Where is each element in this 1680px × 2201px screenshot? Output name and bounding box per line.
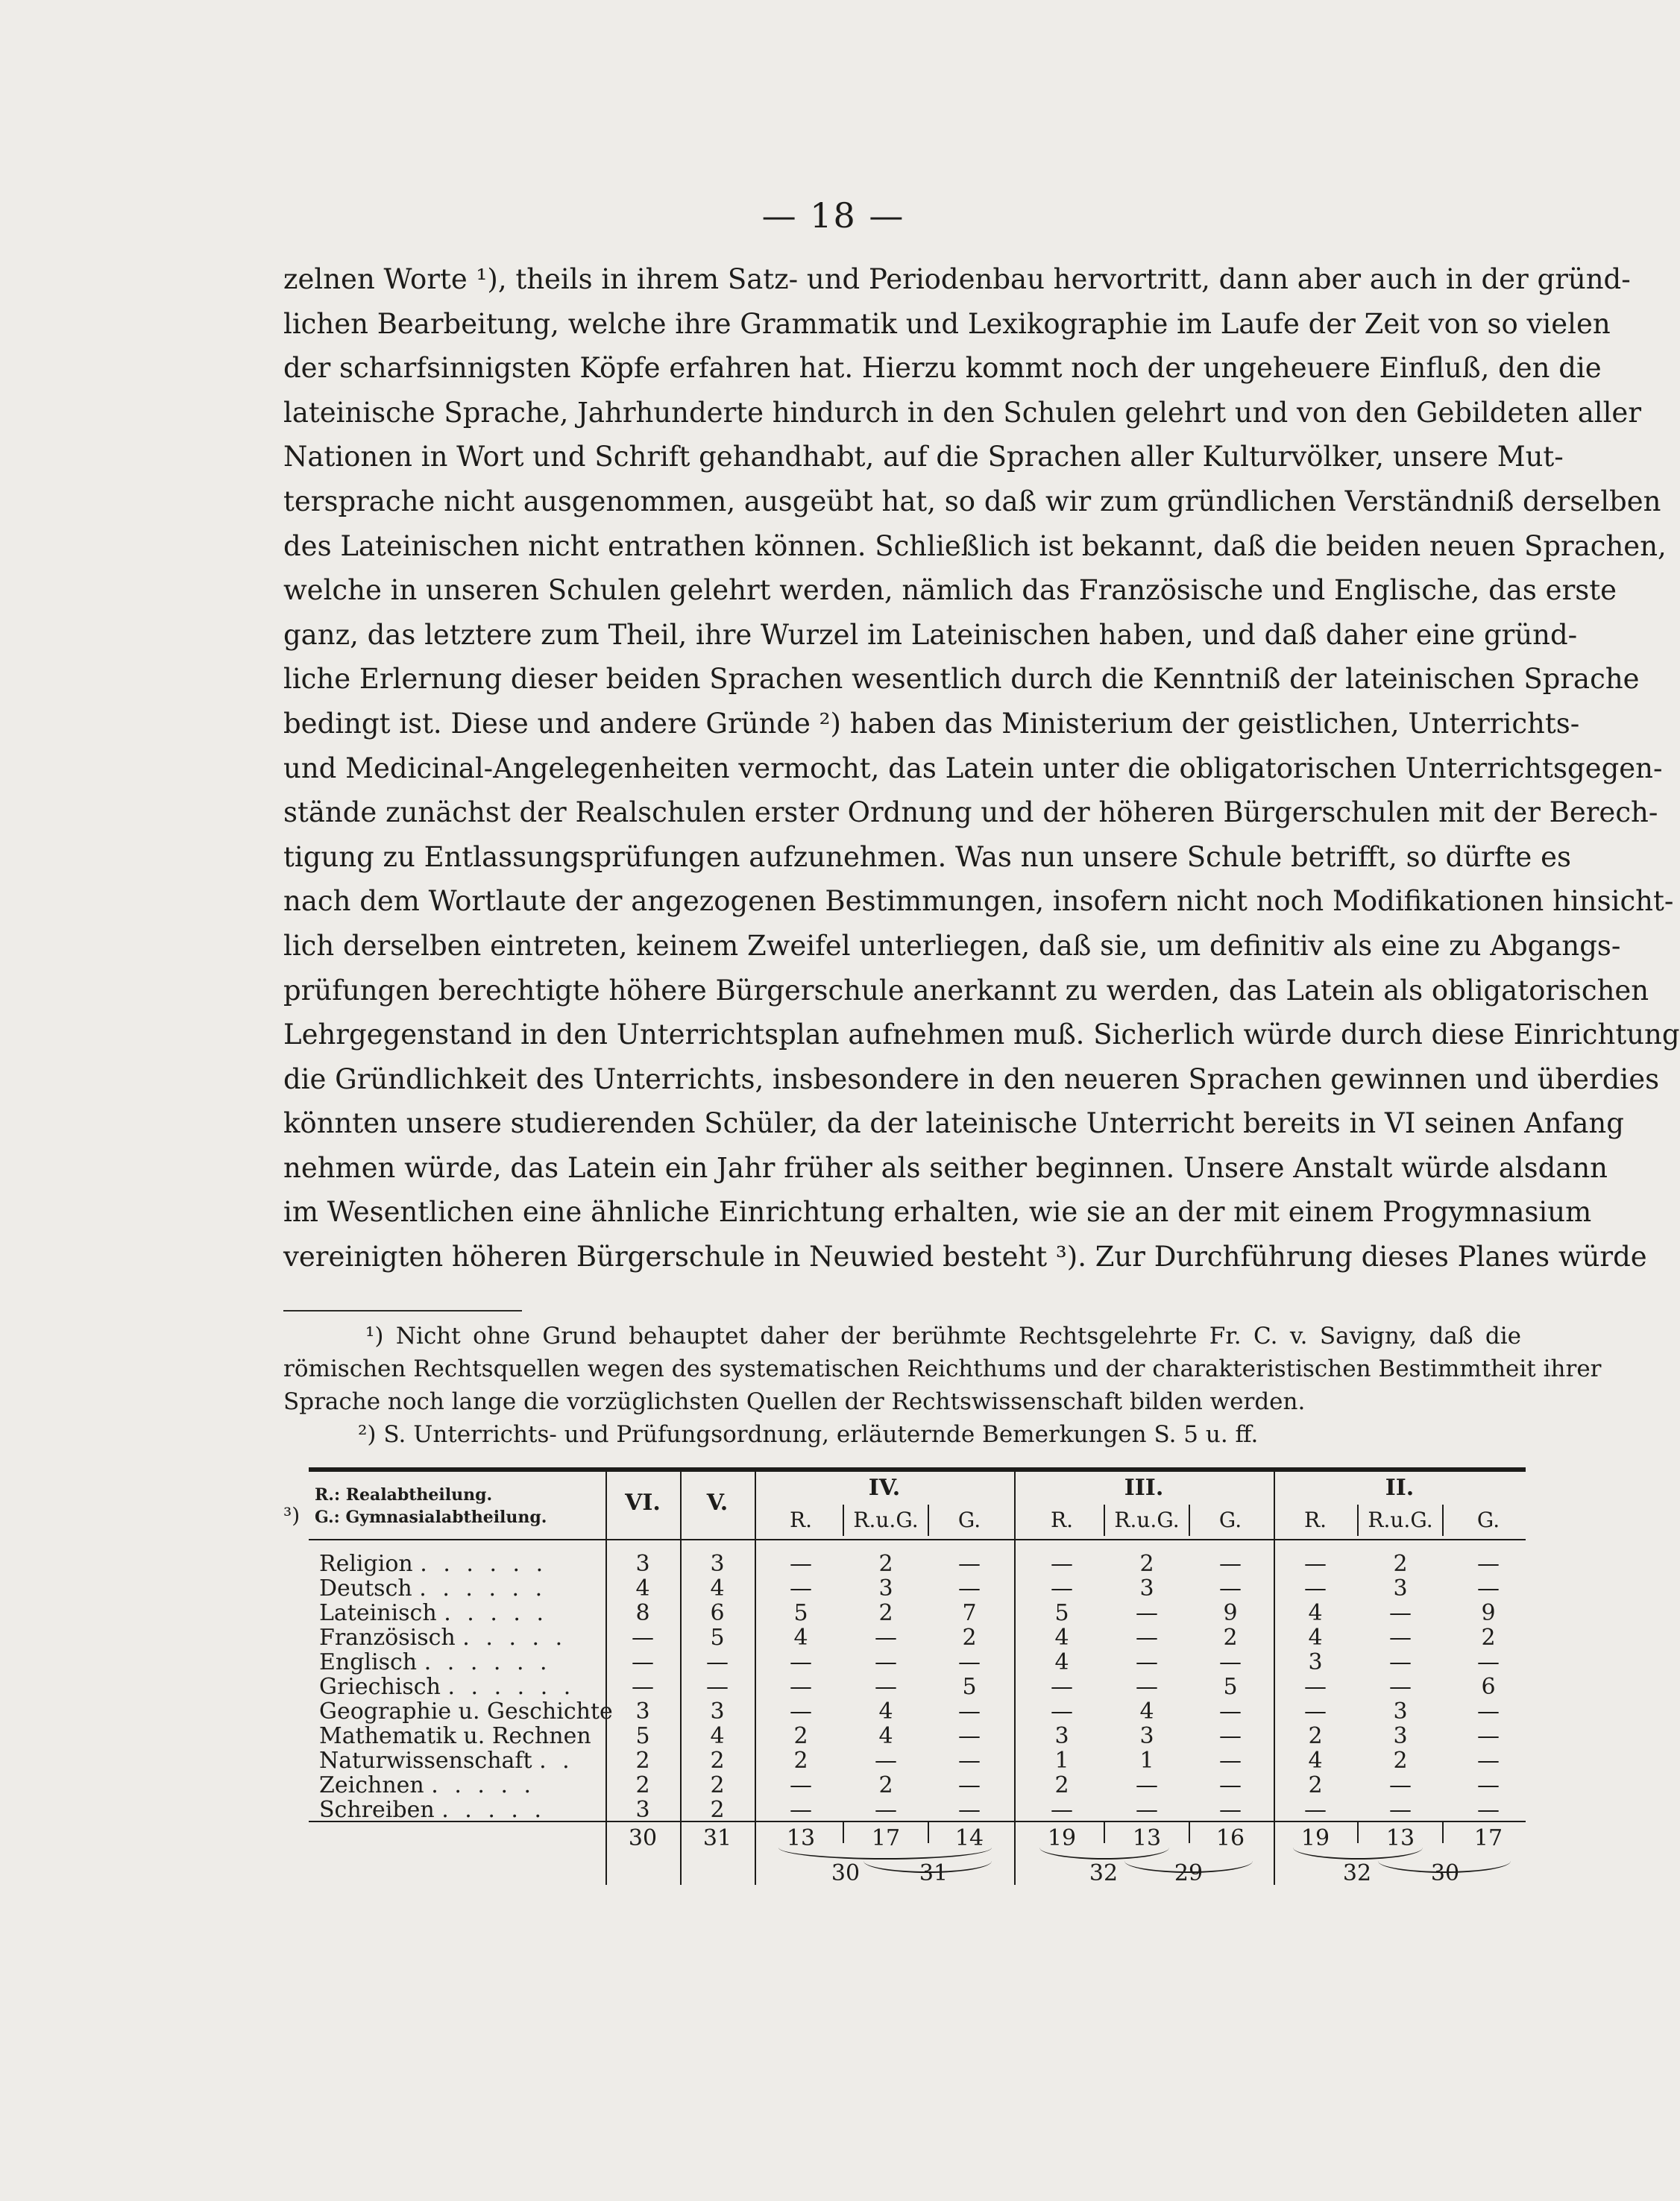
table-cell: — — [1051, 1797, 1073, 1823]
table-cell: 2 — [710, 1797, 725, 1823]
table-cell: — — [1477, 1551, 1500, 1577]
column-sum: 13 — [1385, 1825, 1415, 1851]
body-line: vereinigten höheren Bürgerschule in Neuwied besteht ³). Zur Durchführung dieses Planes würde — [283, 1241, 1647, 1273]
table-cell: 4 — [1308, 1748, 1323, 1774]
table-cell: — — [632, 1674, 654, 1700]
body-text — [283, 257, 1680, 1279]
table-cell: 4 — [878, 1698, 893, 1725]
table-cell: — — [1477, 1797, 1500, 1823]
table-cell: 2 — [878, 1551, 893, 1577]
table-cell: — — [1304, 1575, 1327, 1602]
sum-divider — [1357, 1822, 1359, 1843]
table-cell: 5 — [962, 1674, 977, 1700]
table-cell: — — [1389, 1674, 1412, 1700]
table-cell: — — [1136, 1797, 1158, 1823]
table-legend-r: R.: Realabtheilung. — [315, 1485, 493, 1505]
body-line: des Lateinischen nicht entrathen können. Schließlich ist bekannt, daß die beiden neuen Sprachen, — [283, 529, 1667, 562]
table-cell: 3 — [878, 1575, 893, 1602]
lesson-table — [309, 1467, 1526, 1885]
table-cell: — — [958, 1797, 981, 1823]
table-cell: 2 — [878, 1600, 893, 1626]
row-subject — [319, 1797, 546, 1823]
body-line: der scharfsinnigsten Köpfe erfahren hat. Hierzu kommt noch der ungeheuere Einfluß, den die — [283, 352, 1602, 385]
table-cell: — — [1136, 1649, 1158, 1675]
table-cell: — — [790, 1551, 812, 1577]
sum-divider — [843, 1822, 844, 1843]
table-cell: — — [1136, 1772, 1158, 1798]
sub-column-divider — [1104, 1505, 1105, 1536]
body-line: ganz, das letztere zum Theil, ihre Wurzel im Lateinischen haben, und daß daher eine gründ- — [283, 618, 1578, 651]
table-cell: — — [1136, 1674, 1158, 1700]
body-line: nehmen würde, das Latein ein Jahr früher als seither beginnen. Unsere Anstalt würde alsdann — [283, 1151, 1608, 1184]
body-line: lateinische Sprache, Jahrhunderte hindurch in den Schulen gelehrt und von den Gebildeten aller — [283, 396, 1642, 429]
table-cell: 3 — [1393, 1575, 1408, 1602]
table-cell: — — [1219, 1723, 1242, 1749]
body-line: lichen Bearbeitung, welche ihre Grammatik und Lexikographie im Laufe der Zeit von so vielen — [283, 307, 1611, 340]
table-cell: 2 — [878, 1772, 893, 1798]
table-cell: 3 — [1308, 1649, 1323, 1675]
table-cell: — — [790, 1797, 812, 1823]
header-bottom-rule — [309, 1539, 1526, 1540]
sub-header: G. — [957, 1508, 981, 1532]
table-cell: 2 — [1139, 1551, 1154, 1577]
table-cell: — — [1304, 1551, 1327, 1577]
table-cell: — — [958, 1748, 981, 1774]
sum-divider — [1189, 1822, 1190, 1843]
sub-column-divider — [928, 1505, 929, 1536]
table-cell: — — [1304, 1674, 1327, 1700]
table-cell: — — [1051, 1575, 1073, 1602]
table-cell: — — [1477, 1575, 1500, 1602]
table-cell: — — [1219, 1698, 1242, 1725]
footnote-2: ²) S. Unterrichts- und Prüfungsordnung, erläuternde Bemerkungen S. 5 u. ff. — [358, 1421, 1259, 1448]
body-line: welche in unseren Schulen gelehrt werden, nämlich das Französische und Englische, das erste — [283, 574, 1617, 607]
table-cell: 5 — [1223, 1674, 1238, 1700]
table-cell: — — [790, 1698, 812, 1725]
subject-label: Lateinisch — [319, 1600, 437, 1626]
footnotes — [283, 1320, 1602, 1451]
sub-header: G. — [1476, 1508, 1500, 1532]
table-cell: 3 — [1054, 1723, 1069, 1749]
table-cell: — — [1219, 1748, 1242, 1774]
combined-total: 32 — [1342, 1860, 1372, 1886]
table-cell: 2 — [1393, 1748, 1408, 1774]
column-sum: 19 — [1047, 1825, 1077, 1851]
table-cell: 3 — [1393, 1723, 1408, 1749]
row-subject — [319, 1772, 535, 1798]
leader-dots: . . . . . . — [447, 1674, 576, 1700]
column-sum: 30 — [628, 1825, 658, 1851]
table-cell: 3 — [1393, 1698, 1408, 1725]
table-cell: 2 — [1308, 1772, 1323, 1798]
combined-total: 30 — [831, 1860, 861, 1886]
table-cell: — — [875, 1649, 897, 1675]
table-cell: 5 — [635, 1723, 650, 1749]
sub-header: R.u.G. — [1114, 1508, 1180, 1532]
footnote-1-line-3: Sprache noch lange die vorzüglichsten Quellen der Rechtswissenschaft bilden werden. — [283, 1388, 1306, 1415]
combined-total: 32 — [1089, 1860, 1119, 1886]
table-cell: 4 — [710, 1723, 725, 1749]
table-cell: 4 — [1139, 1698, 1154, 1725]
table-cell: 4 — [1054, 1649, 1069, 1675]
header-iii: III. — [1124, 1475, 1164, 1501]
table-cell: 2 — [635, 1748, 650, 1774]
column-sum: 13 — [1132, 1825, 1162, 1851]
leader-dots: . . . . . — [441, 1797, 547, 1823]
subject-label: Mathematik u. Rechnen — [319, 1723, 591, 1749]
footnote-1-line-1: ¹) Nicht ohne Grund behauptet daher der berühmte Rechtsgelehrte Fr. C. v. Savigny, daß die — [365, 1323, 1521, 1350]
table-cell: 3 — [635, 1551, 650, 1577]
table-cell: — — [958, 1551, 981, 1577]
column-divider — [605, 1472, 607, 1885]
leader-dots: . . . . . . — [424, 1649, 552, 1675]
column-sum: 13 — [786, 1825, 816, 1851]
table-cell: 2 — [1223, 1625, 1238, 1651]
subject-label: Geographie u. Geschichte — [319, 1698, 613, 1725]
combined-total: 30 — [1430, 1860, 1460, 1886]
table-cell: — — [790, 1772, 812, 1798]
table-cell: 2 — [1054, 1772, 1069, 1798]
body-line: liche Erlernung dieser beiden Sprachen wesentlich durch die Kenntniß der lateinischen Sprache — [283, 663, 1640, 696]
table-cell: 2 — [793, 1748, 808, 1774]
table-cell: 2 — [710, 1772, 725, 1798]
body-line: Nationen in Wort und Schrift gehandhabt, auf die Sprachen aller Kulturvölker, unsere Mut- — [283, 441, 1564, 473]
table-cell: — — [1219, 1649, 1242, 1675]
column-sum: 14 — [954, 1825, 984, 1851]
table-cell: 7 — [962, 1600, 977, 1626]
page-number: — 18 — — [761, 195, 905, 236]
table-cell: — — [958, 1723, 981, 1749]
column-divider — [755, 1472, 756, 1885]
table-cell: 3 — [710, 1698, 725, 1725]
table-cell: 4 — [793, 1625, 808, 1651]
table-cell: 3 — [1139, 1723, 1154, 1749]
sum-divider — [1442, 1822, 1444, 1843]
sum-divider — [1104, 1822, 1105, 1843]
sub-header: R.u.G. — [1368, 1508, 1433, 1532]
leader-dots: . . . . . — [462, 1625, 567, 1651]
leader-dots: . . — [539, 1748, 574, 1774]
table-legend-g: G.: Gymnasialabtheilung. — [315, 1508, 547, 1527]
sub-header: R.u.G. — [853, 1508, 919, 1532]
table-cell: — — [1136, 1600, 1158, 1626]
table-cell: — — [706, 1674, 729, 1700]
table-cell: 1 — [1054, 1748, 1069, 1774]
table-cell: — — [1477, 1698, 1500, 1725]
body-line: und Medicinal-Angelegenheiten vermocht, das Latein unter die obligatorischen Unterrichtsgegen- — [283, 752, 1663, 784]
subject-label: Französisch — [319, 1625, 456, 1651]
table-cell: 2 — [962, 1625, 977, 1651]
table-cell: 2 — [635, 1772, 650, 1798]
subject-label: Englisch — [319, 1649, 418, 1675]
table-cell: — — [632, 1625, 654, 1651]
body-line: die Gründlichkeit des Unterrichts, insbesondere in den neueren Sprachen gewinnen und überdies — [283, 1062, 1660, 1095]
table-cell: — — [1304, 1797, 1327, 1823]
table-cell: — — [875, 1625, 897, 1651]
body-line: prüfungen berechtigte höhere Bürgerschule anerkannt zu werden, das Latein als obligatorischen — [283, 974, 1649, 1007]
table-cell: 2 — [1393, 1551, 1408, 1577]
row-subject — [319, 1723, 591, 1749]
table-cell: — — [1136, 1625, 1158, 1651]
sub-column-divider — [1189, 1505, 1190, 1536]
header-ii: II. — [1385, 1475, 1415, 1501]
subject-label: Religion — [319, 1551, 413, 1577]
table-cell: 3 — [635, 1797, 650, 1823]
table-cell: — — [1477, 1748, 1500, 1774]
column-divider — [1274, 1472, 1275, 1885]
table-cell: 2 — [793, 1723, 808, 1749]
table-cell: — — [875, 1748, 897, 1774]
table-cell: 1 — [1139, 1748, 1154, 1774]
table-cell: — — [1051, 1698, 1073, 1725]
leader-dots: . . . . . — [444, 1600, 549, 1626]
row-subject — [319, 1674, 575, 1700]
table-cell: 5 — [710, 1625, 725, 1651]
table-cell: 9 — [1223, 1600, 1238, 1626]
table-cell: — — [632, 1649, 654, 1675]
table-cell: 4 — [878, 1723, 893, 1749]
body-line: Lehrgegenstand in den Unterrichtsplan aufnehmen muß. Sicherlich würde durch diese Einrichtung — [283, 1018, 1680, 1051]
row-subject — [319, 1600, 548, 1626]
body-line: nach dem Wortlaute der angezogenen Bestimmungen, insofern nicht noch Modifikationen hinsicht- — [283, 885, 1674, 918]
table-cell: 4 — [1308, 1625, 1323, 1651]
combined-total: 29 — [1174, 1860, 1204, 1886]
row-subject — [319, 1625, 567, 1651]
table-cell: — — [1219, 1575, 1242, 1602]
table-cell: 2 — [1308, 1723, 1323, 1749]
row-subject — [319, 1551, 547, 1577]
table-cell: — — [790, 1674, 812, 1700]
table-cell: 5 — [1054, 1600, 1069, 1626]
table-cell: 8 — [635, 1600, 650, 1626]
table-cell: — — [875, 1797, 897, 1823]
table-cell: — — [706, 1649, 729, 1675]
table-reference: ³) — [283, 1503, 301, 1528]
row-subject — [319, 1748, 574, 1774]
table-cell: 6 — [1481, 1674, 1496, 1700]
table-cell: — — [1389, 1772, 1412, 1798]
footnote-rule — [283, 1310, 522, 1312]
leader-dots: . . . . . . — [420, 1551, 548, 1577]
column-sum: 16 — [1215, 1825, 1245, 1851]
column-sum: 17 — [871, 1825, 901, 1851]
table-cell: — — [1477, 1772, 1500, 1798]
sub-column-divider — [1357, 1505, 1359, 1536]
table-cell: — — [1219, 1551, 1242, 1577]
leader-dots: . . . . . — [431, 1772, 536, 1798]
table-cell: 3 — [1139, 1575, 1154, 1602]
table-cell: 6 — [710, 1600, 725, 1626]
body-line: im Wesentlichen eine ähnliche Einrichtung erhalten, wie sie an der mit einem Progymnasium — [283, 1196, 1592, 1229]
table-cell: 4 — [710, 1575, 725, 1602]
table-cell: — — [958, 1772, 981, 1798]
body-line: lich derselben eintreten, keinem Zweifel unterliegen, daß sie, um definitiv als eine zu Abgangs- — [283, 929, 1621, 962]
subject-label: Schreiben — [319, 1797, 435, 1823]
table-cell: — — [1051, 1674, 1073, 1700]
sub-header: R. — [1304, 1508, 1327, 1532]
sub-column-divider — [843, 1505, 844, 1536]
sub-header: R. — [790, 1508, 812, 1532]
body-line: könnten unsere studierenden Schüler, da der lateinische Unterricht bereits in VI seinen Anfang — [283, 1107, 1624, 1140]
table-cell: — — [1389, 1797, 1412, 1823]
table-cell: 4 — [635, 1575, 650, 1602]
table-cell: — — [1051, 1551, 1073, 1577]
table-cell: — — [1219, 1772, 1242, 1798]
column-sum: 19 — [1300, 1825, 1330, 1851]
header-vi: VI. — [625, 1490, 661, 1516]
table-cell: 9 — [1481, 1600, 1496, 1626]
table-cell: — — [1219, 1797, 1242, 1823]
body-line: tigung zu Entlassungsprüfungen aufzunehmen. Was nun unsere Schule betrifft, so dürfte es — [283, 840, 1571, 873]
table-cell: — — [1304, 1698, 1327, 1725]
table-cell: — — [1389, 1625, 1412, 1651]
header-iv: IV. — [868, 1475, 901, 1501]
leader-dots: . . . . . . — [419, 1575, 547, 1602]
table-cell: — — [875, 1674, 897, 1700]
table-cell: 2 — [1481, 1625, 1496, 1651]
body-line: stände zunächst der Realschulen erster Ordnung und der höheren Bürgerschulen mit der Berech- — [283, 796, 1658, 829]
table-cell: — — [958, 1649, 981, 1675]
subject-label: Zeichnen — [319, 1772, 424, 1798]
sum-rule — [309, 1821, 1526, 1822]
table-cell: 4 — [1308, 1600, 1323, 1626]
sub-header: G. — [1218, 1508, 1242, 1532]
table-cell: 3 — [635, 1698, 650, 1725]
header-v: V. — [706, 1490, 729, 1516]
table-cell: 5 — [793, 1600, 808, 1626]
combined-total: 31 — [919, 1860, 948, 1886]
brace — [1293, 1848, 1423, 1860]
table-cell: — — [958, 1698, 981, 1725]
table-cell: — — [790, 1575, 812, 1602]
body-line: bedingt ist. Diese und andere Gründe ²) haben das Ministerium der geistlichen, Unterrichts- — [283, 707, 1580, 740]
column-sum: 17 — [1473, 1825, 1503, 1851]
body-line: zelnen Worte ¹), theils in ihrem Satz- und Periodenbau hervortritt, dann aber auch in der gründ- — [283, 263, 1631, 295]
column-divider — [1014, 1472, 1016, 1885]
body-line: tersprache nicht ausgenommen, ausgeübt hat, so daß wir zum gründlichen Verständniß derselben — [283, 485, 1661, 517]
table-cell: — — [1477, 1723, 1500, 1749]
column-sum: 31 — [702, 1825, 732, 1851]
column-divider — [680, 1472, 682, 1885]
subject-label: Deutsch — [319, 1575, 412, 1602]
table-cell: — — [1389, 1649, 1412, 1675]
table-cell: — — [958, 1575, 981, 1602]
sub-header: R. — [1051, 1508, 1073, 1532]
footnote-1-line-2: römischen Rechtsquellen wegen des systematischen Reichthums und der charakteristischen Bestimmtheit ihrer — [283, 1355, 1602, 1382]
subject-label: Naturwissenschaft — [319, 1748, 532, 1774]
brace — [778, 1848, 992, 1860]
row-subject — [319, 1575, 547, 1602]
row-subject — [319, 1698, 613, 1725]
row-subject — [319, 1649, 552, 1675]
table-cell: 4 — [1054, 1625, 1069, 1651]
sum-divider — [928, 1822, 929, 1843]
table-cell: — — [1477, 1649, 1500, 1675]
table-top-rule — [309, 1467, 1526, 1472]
table-cell: — — [790, 1649, 812, 1675]
sub-column-divider — [1442, 1505, 1444, 1536]
table-cell: — — [1389, 1600, 1412, 1626]
table-cell: 3 — [710, 1551, 725, 1577]
table-cell: 2 — [710, 1748, 725, 1774]
subject-label: Griechisch — [319, 1674, 441, 1700]
brace — [1039, 1848, 1169, 1860]
